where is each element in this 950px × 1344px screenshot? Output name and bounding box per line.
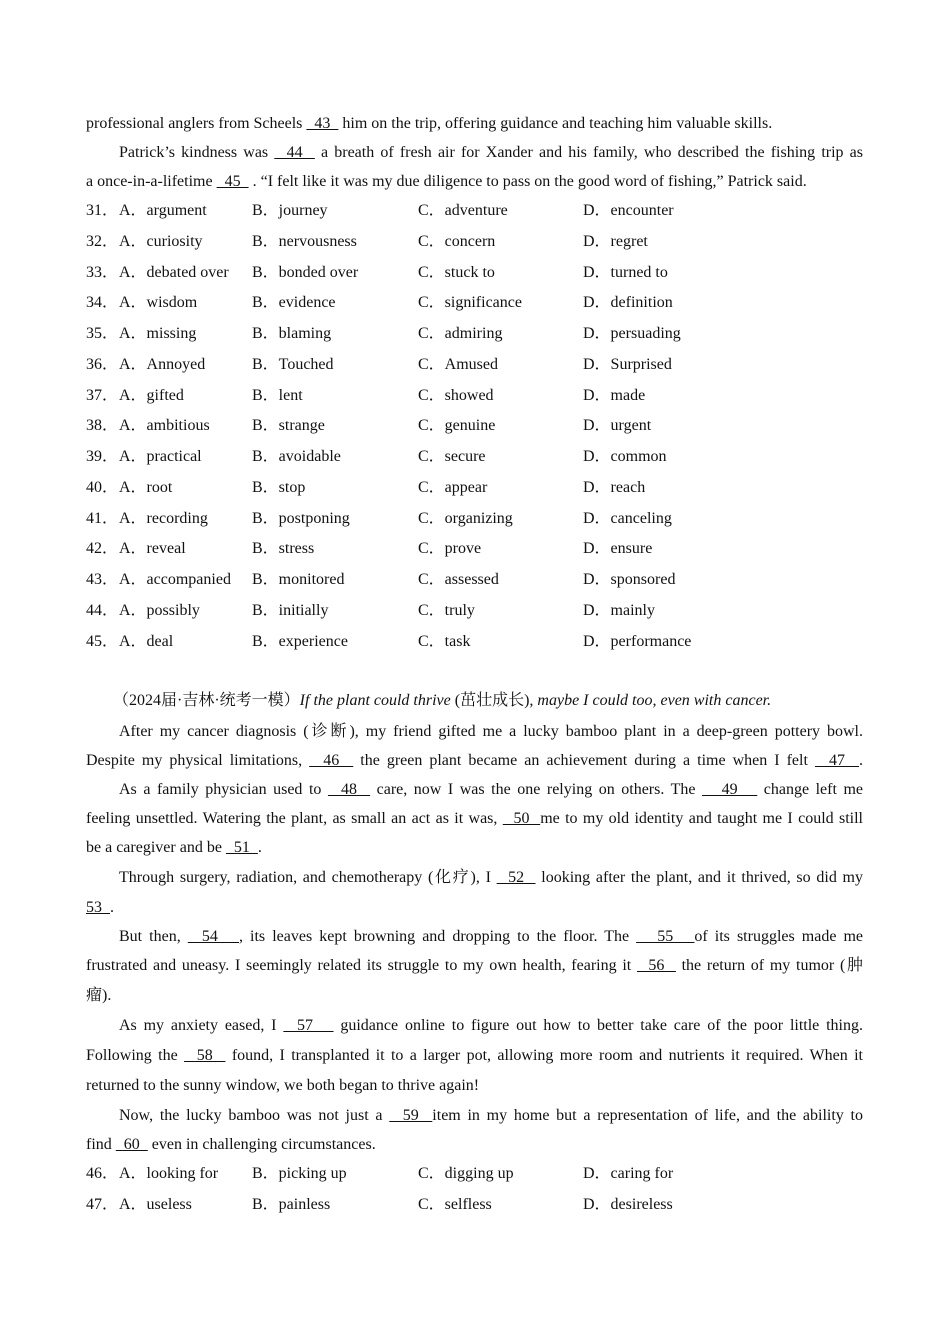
option-c: C．significance [418, 294, 522, 311]
option-b: B．painless [252, 1196, 331, 1213]
text: . “I felt like it was my due diligence to pass on the good word of fishing,” Patrick said. [248, 173, 807, 190]
paragraph-line [86, 1135, 863, 1155]
text: the return of my tumor (肿 [675, 957, 864, 974]
option-c: C．genuine [418, 417, 496, 434]
option-b: B．initially [252, 602, 329, 619]
option-b: B．strange [252, 417, 325, 434]
text: 瘤). [86, 987, 112, 1004]
text: looking after the plant, and it thrived, so did my [535, 869, 863, 886]
passage1-line1 [86, 114, 863, 134]
text: professional anglers from Scheels [86, 115, 307, 132]
option-a: A．wisdom [119, 294, 198, 311]
question-row [86, 509, 866, 529]
option-a: A．argument [119, 202, 207, 219]
text: the green plant became an achievement during a time when I felt [353, 752, 815, 769]
text: me to my old identity and taught me I could still [540, 810, 864, 827]
option-b: B．nervousness [252, 233, 357, 250]
question-row [86, 324, 866, 344]
question-row [86, 601, 866, 621]
question-number: 37． [86, 387, 119, 404]
question-row [86, 447, 866, 467]
text: As my anxiety eased, I [119, 1017, 284, 1034]
text: change left me [757, 781, 864, 798]
question-number: 47． [86, 1196, 119, 1213]
paragraph-line [86, 1046, 863, 1066]
blank-60: 60 [115, 1136, 148, 1153]
option-c: C．selfless [418, 1196, 492, 1213]
question-number: 44． [86, 602, 119, 619]
blank-56: 56 [636, 957, 676, 974]
option-c: C．admiring [418, 325, 503, 342]
blank-47: 47 [814, 752, 860, 769]
option-a: A．useless [119, 1196, 192, 1213]
blank-58: 58 [184, 1047, 226, 1064]
option-a: A．recording [119, 510, 208, 527]
option-d: D．regret [583, 233, 648, 250]
option-b: B．evidence [252, 294, 336, 311]
text: find [86, 1136, 116, 1153]
question-number: 46． [86, 1165, 119, 1182]
option-c: C．showed [418, 387, 494, 404]
option-c: C．secure [418, 448, 486, 465]
text: of its struggles made me [694, 928, 864, 945]
paragraph-line [119, 780, 863, 800]
blank-50: 50 [502, 810, 541, 827]
paragraph-line [86, 838, 863, 858]
passage1-line3 [86, 172, 863, 192]
blank-53: 53 [86, 899, 110, 916]
paragraph-line [86, 751, 863, 771]
option-a: A．debated over [119, 264, 229, 281]
option-b: B．avoidable [252, 448, 341, 465]
option-d: D．made [583, 387, 646, 404]
question-number: 39． [86, 448, 119, 465]
option-d: D．urgent [583, 417, 652, 434]
text: even in challenging circumstances. [147, 1136, 376, 1153]
question-row [86, 1195, 866, 1215]
text: returned to the sunny window, we both began to thrive again! [86, 1077, 480, 1094]
passage1-line2 [119, 143, 863, 163]
blank-55: 55 [636, 928, 695, 945]
text: care, now I was the one relying on others. The [370, 781, 703, 798]
source-label: （2024届·吉林·统考一模） [113, 692, 300, 709]
blank-46: 46 [309, 752, 354, 769]
option-b: B．lent [252, 387, 303, 404]
text: frustrated and uneasy. I seemingly related its struggle to my own health, fearing it [86, 957, 637, 974]
passage-title: , maybe I could too, even with cancer. [529, 692, 772, 709]
option-d: D．Surprised [583, 356, 672, 373]
option-d: D．desireless [583, 1196, 673, 1213]
text: As a family physician used to [119, 781, 328, 798]
blank-52: 52 [496, 869, 536, 886]
paragraph-line [86, 986, 863, 1006]
question-number: 32． [86, 233, 119, 250]
question-row [86, 293, 866, 313]
question-number: 38． [86, 417, 119, 434]
text: But then, [119, 928, 188, 945]
paragraph-line [119, 722, 863, 742]
question-row [86, 232, 866, 252]
option-b: B．blaming [252, 325, 332, 342]
question-row [86, 478, 866, 498]
option-d: D．encounter [583, 202, 674, 219]
text: After my cancer diagnosis (诊断), my friend gifted me a lucky bamboo plant in a deep-green pottery bowl. [119, 723, 863, 740]
option-c: C．organizing [418, 510, 513, 527]
paragraph-line [86, 956, 863, 976]
blank-48: 48 [327, 781, 371, 798]
option-a: A．missing [119, 325, 197, 342]
option-b: B．stress [252, 540, 315, 557]
text: Patrick’s kindness was [119, 144, 275, 161]
option-b: B．monitored [252, 571, 345, 588]
blank-49: 49 [702, 781, 758, 798]
option-a: A．possibly [119, 602, 200, 619]
question-number: 31． [86, 202, 119, 219]
paragraph-line [86, 898, 863, 918]
blank-51: 51 [225, 839, 258, 856]
question-number: 36． [86, 356, 119, 373]
text: Through surgery, radiation, and chemotherapy (化疗), I [119, 869, 497, 886]
question-row [86, 355, 866, 375]
text: found, I transplanted it to a larger pot, allowing more room and nutrients it required. When it [225, 1047, 863, 1064]
passage-title: If the plant could thrive [299, 692, 455, 709]
option-b: B．picking up [252, 1165, 347, 1182]
option-b: B．Touched [252, 356, 334, 373]
option-c: C．truly [418, 602, 475, 619]
blank-54: 54 [187, 928, 239, 945]
option-d: D．caring for [583, 1165, 674, 1182]
text: feeling unsettled. Watering the plant, as small an act as it was, [86, 810, 503, 827]
blank-43: 43 [306, 115, 339, 132]
option-d: D．definition [583, 294, 673, 311]
option-c: C．stuck to [418, 264, 495, 281]
paragraph-line [86, 1076, 863, 1096]
option-a: A．root [119, 479, 173, 496]
option-c: C．concern [418, 233, 496, 250]
question-number: 34． [86, 294, 119, 311]
option-c: C．adventure [418, 202, 508, 219]
option-c: C．prove [418, 540, 482, 557]
blank-44: 44 [274, 144, 315, 161]
option-a: A．Annoyed [119, 356, 206, 373]
option-a: A．looking for [119, 1165, 219, 1182]
text: . [859, 752, 864, 769]
text: a once-in-a-lifetime [86, 173, 217, 190]
text: a breath of fresh air for Xander and his family, who described the fishing trip as [314, 144, 864, 161]
option-c: C．task [418, 633, 471, 650]
paragraph-line [119, 927, 863, 947]
text: Despite my physical limitations, [86, 752, 310, 769]
question-row [86, 1164, 866, 1184]
option-d: D．turned to [583, 264, 668, 281]
question-row [86, 201, 866, 221]
text: . [110, 899, 114, 916]
option-c: C．assessed [418, 571, 499, 588]
question-row [86, 386, 866, 406]
option-b: B．experience [252, 633, 348, 650]
option-d: D．persuading [583, 325, 681, 342]
paragraph-line [86, 809, 863, 829]
option-a: A．ambitious [119, 417, 210, 434]
option-b: B．stop [252, 479, 306, 496]
paragraph-line [119, 868, 863, 888]
blank-59: 59 [389, 1107, 433, 1124]
option-d: D．canceling [583, 510, 672, 527]
option-d: D．sponsored [583, 571, 676, 588]
option-d: D．common [583, 448, 667, 465]
option-b: B．postponing [252, 510, 350, 527]
text: Now, the lucky bamboo was not just a [119, 1107, 390, 1124]
option-d: D．ensure [583, 540, 653, 557]
paragraph-line [119, 1106, 863, 1126]
question-number: 43． [86, 571, 119, 588]
text: him on the trip, offering guidance and teaching him valuable skills. [338, 115, 773, 132]
option-a: A．curiosity [119, 233, 203, 250]
text: be a caregiver and be [86, 839, 226, 856]
option-d: D．reach [583, 479, 646, 496]
text: item in my home but a representation of life, and the ability to [432, 1107, 864, 1124]
question-row [86, 263, 866, 283]
option-d: D．performance [583, 633, 692, 650]
question-number: 41． [86, 510, 119, 527]
text: Following the [86, 1047, 185, 1064]
passage2-title [113, 691, 857, 711]
question-row [86, 570, 866, 590]
option-a: A．reveal [119, 540, 186, 557]
option-a: A．deal [119, 633, 174, 650]
paragraph-line [119, 1016, 863, 1036]
text: . [257, 839, 262, 856]
question-number: 33． [86, 264, 119, 281]
option-b: B．journey [252, 202, 328, 219]
text: guidance online to figure out how to better take care of the poor little thing. [333, 1017, 863, 1034]
option-a: A．gifted [119, 387, 184, 404]
passage-title-gloss: (茁壮成长) [454, 692, 530, 709]
question-row [86, 416, 866, 436]
text: , its leaves kept browning and dropping to the floor. The [239, 928, 637, 945]
option-a: A．accompanied [119, 571, 231, 588]
option-d: D．mainly [583, 602, 655, 619]
question-number: 45． [86, 633, 119, 650]
blank-45: 45 [216, 173, 249, 190]
question-number: 40． [86, 479, 119, 496]
option-c: C．appear [418, 479, 488, 496]
option-c: C．digging up [418, 1165, 514, 1182]
question-number: 35． [86, 325, 119, 342]
blank-57: 57 [283, 1017, 334, 1034]
option-b: B．bonded over [252, 264, 359, 281]
option-a: A．practical [119, 448, 202, 465]
question-number: 42． [86, 540, 119, 557]
question-row [86, 539, 866, 559]
question-row [86, 632, 866, 652]
option-c: C．Amused [418, 356, 499, 373]
